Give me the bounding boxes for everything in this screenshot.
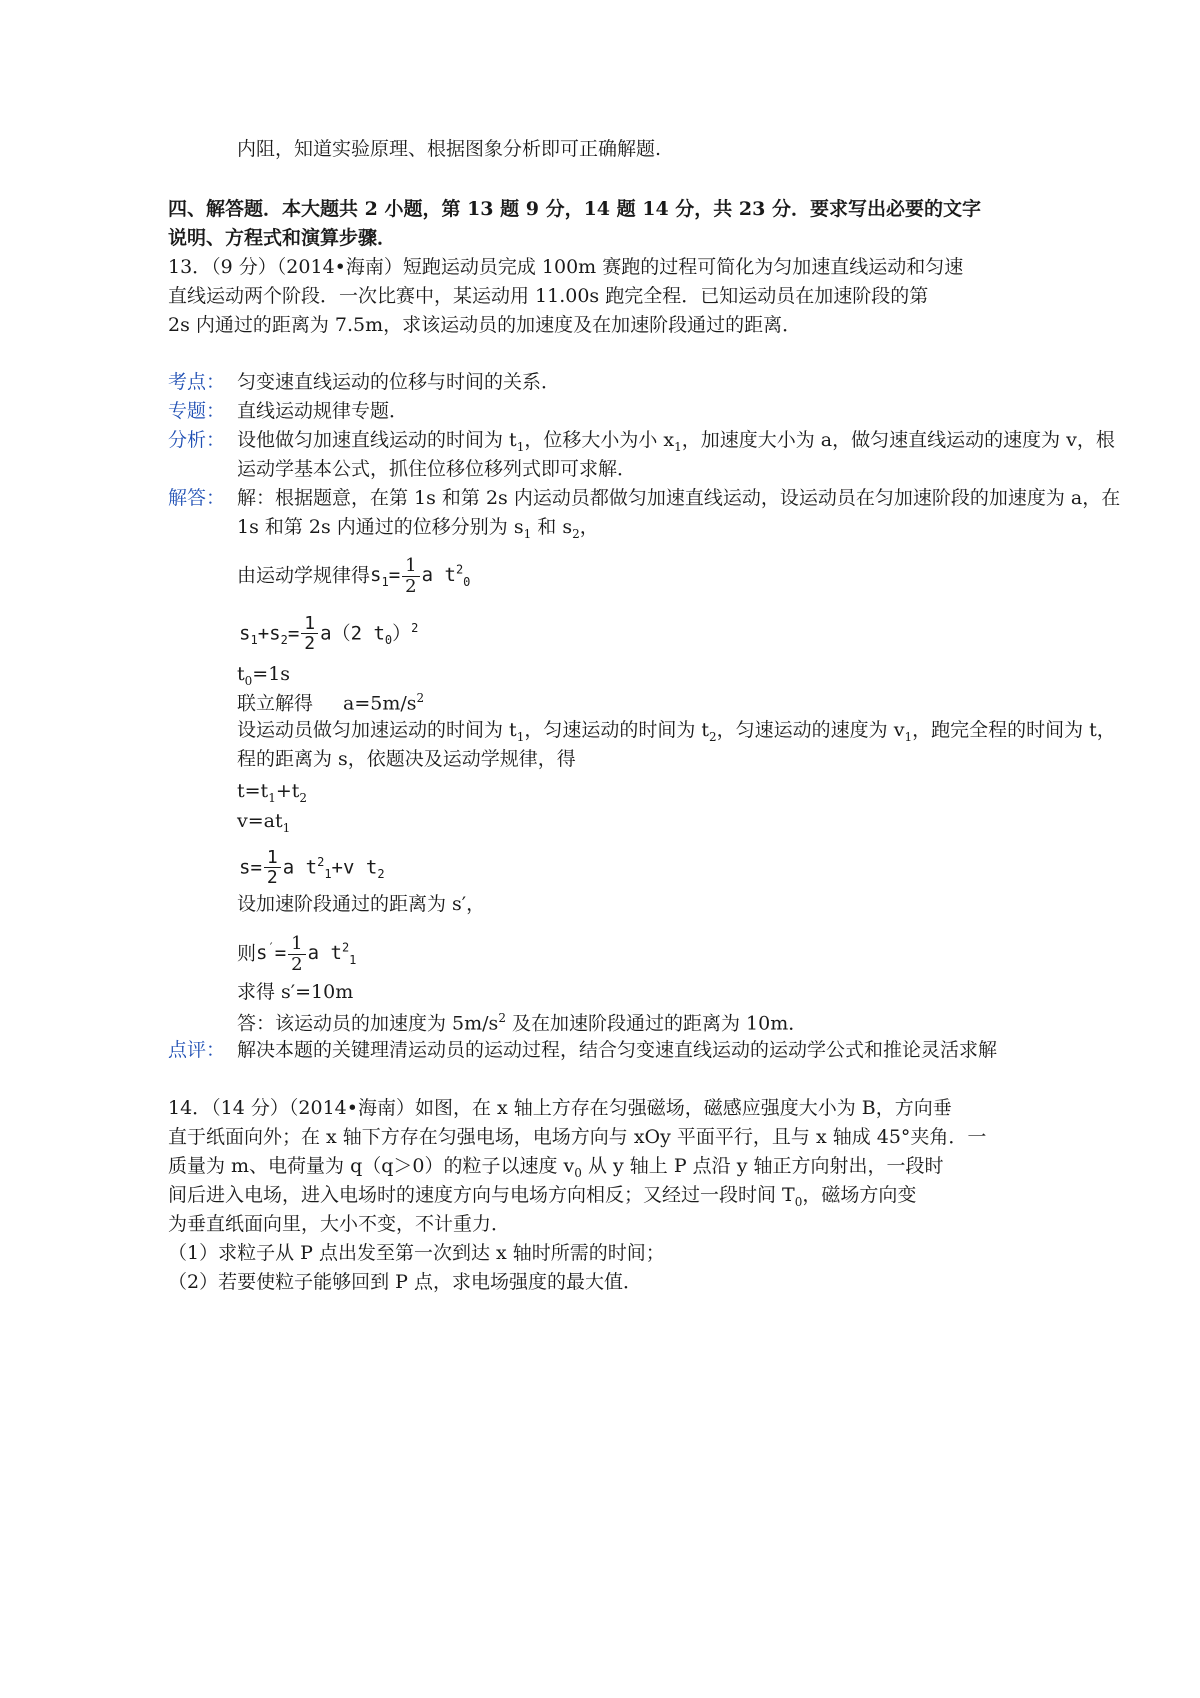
answer-line: 答：该运动员的加速度为 $5m/s^2$ 及在加速阶段通过的距离为 10m． <box>237 1011 808 1035</box>
section-heading-line: 四、解答题．本大题共 2 小题，第 13 题 9 分，14 题 14 分，共 23 分．要求写出必要的文字 <box>168 198 981 220</box>
setup-line: 设运动员做匀加速运动的时间为 $t_1$，匀速运动的时间为 $t_2$，匀速运动的速度为 $v_1$，跑完全程的时间为 t， <box>237 719 1116 744</box>
jieda-label: 解答： <box>168 487 226 509</box>
dianping-label: 点评： <box>168 1039 226 1061</box>
question-text-line: 质量为 m、电荷量为 q（q＞0）的粒子以速度 $v_0$ 从 y 轴上 P 点沿 y 轴正方向射出，一段时 <box>168 1155 944 1180</box>
question-text-line: 间后进入电场，进入电场时的速度方向与电场方向相反；又经过一段时间 $T_0$，磁场方向变 <box>168 1184 917 1209</box>
kaodian-text: 匀变速直线运动的位移与时间的关系． <box>237 371 561 393</box>
sub-question: （1）求粒子从 P 点出发至第一次到达 x 轴时所需的时间； <box>168 1242 665 1264</box>
sdist-line: 设加速阶段通过的距离为 s′， <box>237 893 486 915</box>
dianping-text: 解决本题的关键理清运动员的运动过程，结合匀变速直线运动的运动学公式和推论灵活求解 <box>237 1039 998 1061</box>
section-heading-line: 说明、方程式和演算步骤． <box>168 227 397 249</box>
question-text-line: 直线运动两个阶段．一次比赛中，某运动用 11.00s 跑完全程．已知运动员在加速阶段的第 <box>168 285 929 307</box>
result-line: 求得 s′=10m <box>237 981 354 1003</box>
fenxi-label: 分析： <box>168 429 226 451</box>
question-text-line: 为垂直纸面向里，大小不变，不计重力． <box>168 1213 511 1235</box>
question-text-line: 2s 内通过的距离为 7.5m，求该运动员的加速度及在加速阶段通过的距离． <box>168 314 802 336</box>
setup-line: 程的距离为 s，依题决及运动学规律，得 <box>237 748 576 770</box>
question-text-line: 13．（9 分）（2014•海南）短跑运动员完成 100m 赛跑的过程可简化为匀加速直线运动和匀速 <box>168 256 964 278</box>
fenxi-line: 设他做匀加速直线运动的时间为 $t_1$，位移大小为小 $x_1$，加速度大小为 a，做匀速直线运动的速度为 v，根 <box>237 429 1115 454</box>
equation-s1: 由运动学规律得$s_1=$ $\frac{1}{2}$ a $t^2_0$ <box>237 555 471 597</box>
t0-value: $t_0=1s$ <box>237 663 291 688</box>
lianli-line: 联立解得 $a=5m/s^2$ <box>237 691 425 715</box>
previous-answer-tail: 内阻，知道实验原理、根据图象分析即可正确解题. <box>237 138 662 160</box>
jieda-line: 解：根据题意，在第 1s 和第 2s 内运动员都做匀加速直线运动，设运动员在匀加速阶段的加速度为 a，在 <box>237 487 1121 509</box>
fenxi-line: 运动学基本公式，抓住位移位移列式即可求解． <box>237 458 637 480</box>
equation-v: $v=at_1$ <box>237 810 291 835</box>
equation-s-prime: 则s′= $\frac{1}{2}$ a $t^2_1$ <box>237 933 357 975</box>
equation-s: s= $\frac{1}{2}$ a $t^2_1+v$ $t_2$ <box>239 846 385 889</box>
equation-s1-s2: $s_1+s_2=$ $\frac{1}{2}$ a（2 $t_0)^2$ <box>239 612 419 655</box>
jieda-line: 1s 和第 2s 内通过的位移分别为 $s_1$ 和 $s_2$， <box>237 516 599 541</box>
question-text-line: 直于纸面向外；在 x 轴下方存在匀强电场，电场方向与 xOy 平面平行，且与 x 轴成 45°夹角．一 <box>168 1126 987 1148</box>
sub-question: （2）若要使粒子能够回到 P 点，求电场强度的最大值． <box>168 1271 642 1293</box>
equation-t: $t=t_1+t_2$ <box>237 780 308 805</box>
kaodian-label: 考点： <box>168 371 226 393</box>
zhuanti-label: 专题： <box>168 400 226 422</box>
zhuanti-text: 直线运动规律专题． <box>237 400 409 422</box>
question-text-line: 14．（14 分）（2014•海南）如图，在 x 轴上方存在匀强磁场，磁感应强度大小为 B，方向垂 <box>168 1097 952 1119</box>
